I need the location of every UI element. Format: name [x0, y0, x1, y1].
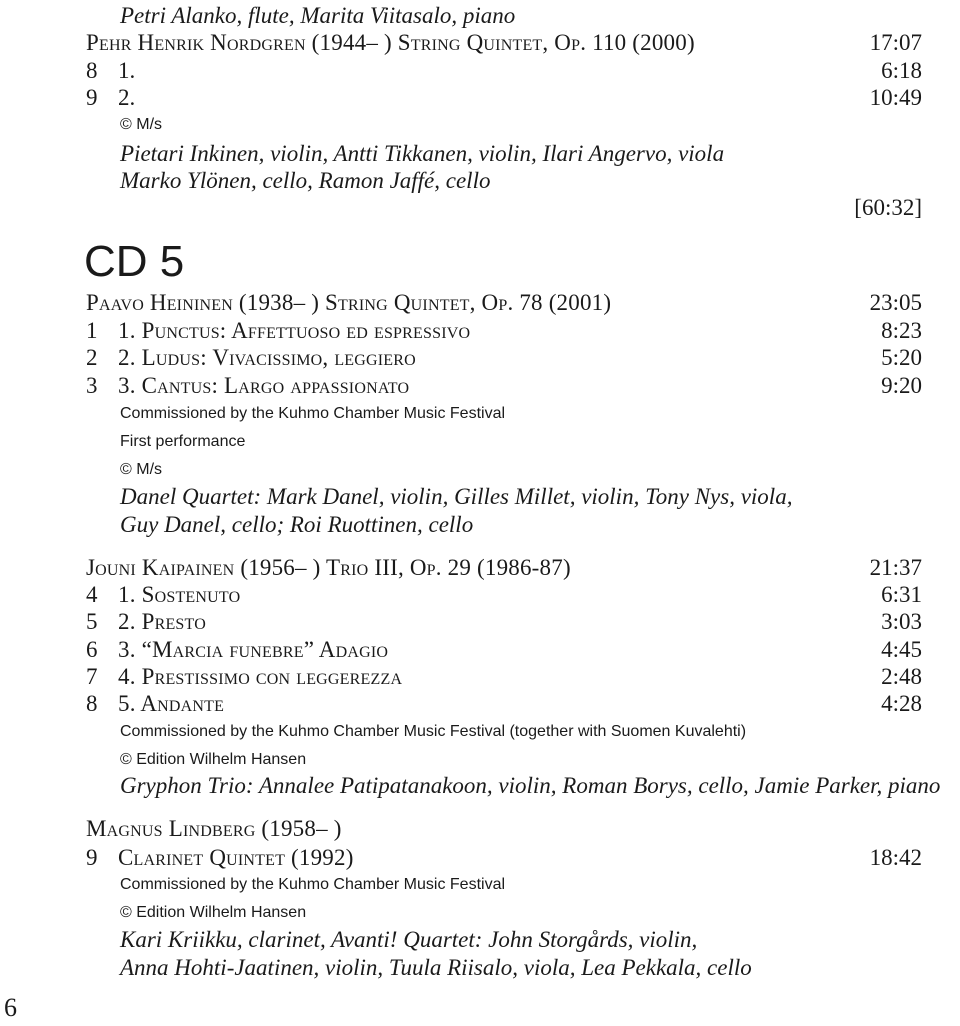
- track-duration: 18:42: [869, 845, 922, 870]
- publisher-credit: © Edition Wilhelm Hansen: [120, 903, 306, 923]
- track-number: 1: [86, 318, 98, 343]
- work-title-nordgren: Pehr Henrik Nordgren (1944– ) String Quintet, Op. 110 (2000): [86, 30, 695, 55]
- track-title: 5. Andante: [118, 691, 225, 716]
- work-duration: 23:05: [869, 290, 922, 315]
- track-duration: 4:45: [881, 637, 922, 662]
- performers-line: Guy Danel, cello; Roi Ruottinen, cello: [120, 512, 474, 537]
- track-number: 9: [86, 85, 98, 110]
- performers-line: Anna Hohti-Jaatinen, violin, Tuula Riisalo, viola, Lea Pekkala, cello: [120, 955, 752, 980]
- cd-heading: CD 5: [84, 237, 185, 286]
- track-title: 4. Prestissimo con leggerezza: [118, 664, 403, 689]
- performers-line: Kari Kriikku, clarinet, Avanti! Quartet: John Storgårds, violin,: [120, 927, 698, 952]
- track-duration: 8:23: [881, 318, 922, 343]
- track-title: Clarinet Quintet (1992): [118, 845, 354, 870]
- performers-line: Marko Ylönen, cello, Ramon Jaffé, cello: [120, 168, 491, 193]
- track-title: 3. “Marcia funebre” Adagio: [118, 637, 389, 662]
- track-number: 2: [86, 345, 98, 370]
- commission-note: Commissioned by the Kuhmo Chamber Music Festival: [120, 876, 506, 893]
- track-number: 6: [86, 637, 98, 662]
- performers-line: Danel Quartet: Mark Danel, violin, Gilles Millet, violin, Tony Nys, viola,: [120, 484, 793, 509]
- track-title: 2. Ludus: Vivacissimo, leggiero: [118, 345, 416, 370]
- page-number: 6: [4, 993, 17, 1022]
- work-duration: 21:37: [869, 555, 922, 580]
- track-title: 2. Presto: [118, 609, 206, 634]
- track-duration: 6:31: [881, 582, 922, 607]
- track-title: 1.: [118, 58, 136, 83]
- commission-note: Commissioned by the Kuhmo Chamber Music Festival: [120, 405, 506, 422]
- performers-line: Pietari Inkinen, violin, Antti Tikkanen, violin, Ilari Angervo, viola: [120, 141, 725, 166]
- track-number: 8: [86, 691, 98, 716]
- track-number: 4: [86, 582, 98, 607]
- track-title: 1. Punctus: Affettuoso ed espressivo: [118, 318, 471, 343]
- track-title: 3. Cantus: Largo appassionato: [118, 373, 410, 398]
- track-duration: 5:20: [881, 345, 922, 370]
- track-number: 8: [86, 58, 98, 83]
- publisher-credit: © M/s: [120, 115, 162, 135]
- track-duration: 6:18: [881, 58, 922, 83]
- work-title-heininen: Paavo Heininen (1938– ) String Quintet, Op. 78 (2001): [86, 290, 612, 315]
- track-duration: 2:48: [881, 664, 922, 689]
- track-number: 3: [86, 373, 98, 398]
- track-number: 5: [86, 609, 98, 634]
- performers-line: Petri Alanko, flute, Marita Viitasalo, piano: [120, 3, 516, 28]
- performers-line: Gryphon Trio: Annalee Patipatanakoon, violin, Roman Borys, cello, Jamie Parker, piano: [120, 773, 941, 798]
- composer-lindberg: Magnus Lindberg (1958– ): [86, 816, 342, 841]
- total-duration: [60:32]: [854, 195, 922, 220]
- track-title: 1. Sostenuto: [118, 582, 241, 607]
- publisher-credit: © M/s: [120, 460, 162, 480]
- work-duration: 17:07: [869, 30, 922, 55]
- track-number: 7: [86, 664, 98, 689]
- commission-note: Commissioned by the Kuhmo Chamber Music Festival (together with Suomen Kuvalehti): [120, 723, 747, 740]
- work-title-kaipainen: Jouni Kaipainen (1956– ) Trio III, Op. 29 (1986-87): [86, 555, 571, 580]
- track-number: 9: [86, 845, 98, 870]
- track-title: 2.: [118, 85, 136, 110]
- track-duration: 10:49: [869, 85, 922, 110]
- track-duration: 3:03: [881, 609, 922, 634]
- track-duration: 9:20: [881, 373, 922, 398]
- track-duration: 4:28: [881, 691, 922, 716]
- publisher-credit: © Edition Wilhelm Hansen: [120, 750, 306, 770]
- performance-note: First performance: [120, 433, 246, 450]
